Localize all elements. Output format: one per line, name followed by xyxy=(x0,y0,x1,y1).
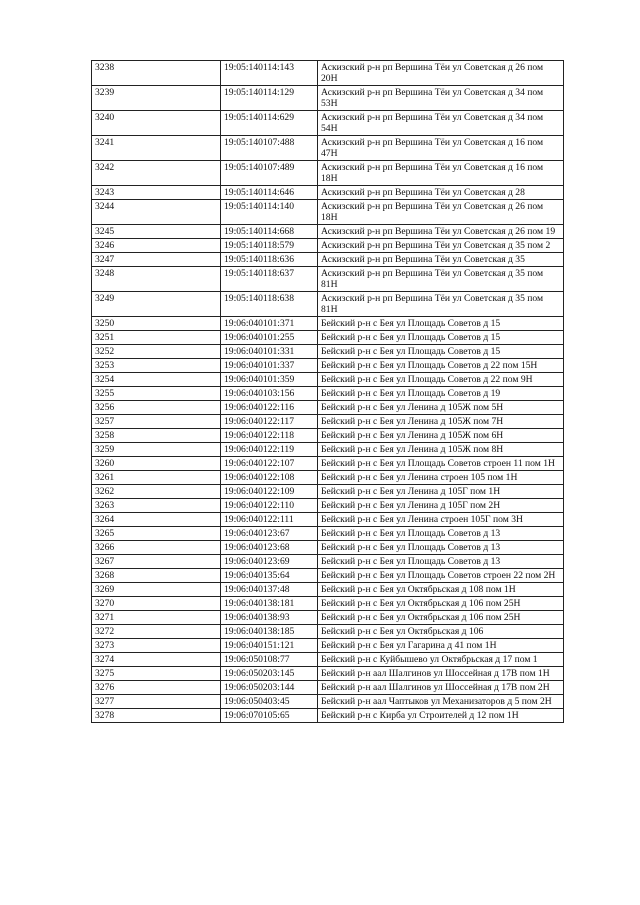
address-cell: Бейский р-н с Бея ул Гагарина д 41 пом 1Н xyxy=(318,639,564,653)
table-row xyxy=(92,597,564,611)
table-row xyxy=(92,681,564,695)
row-number-cell: 3260 xyxy=(92,457,221,471)
address-cell: Бейский р-н с Бея ул Площадь Советов д 19 xyxy=(318,387,564,401)
cadastral-number-cell: 19:05:140118:579 xyxy=(221,239,318,253)
address-cell: Бейский р-н с Бея ул Ленина строен 105Г пом 3Н xyxy=(318,513,564,527)
address-cell: Бейский р-н с Бея ул Площадь Советов д 13 xyxy=(318,527,564,541)
row-number-cell: 3275 xyxy=(92,667,221,681)
table-row xyxy=(92,61,564,86)
row-number-cell: 3253 xyxy=(92,359,221,373)
table-row xyxy=(92,653,564,667)
row-number-cell: 3257 xyxy=(92,415,221,429)
address-cell: Бейский р-н с Бея ул Октябрьская д 106 пом 25Н xyxy=(318,611,564,625)
table-row xyxy=(92,555,564,569)
cadastral-number-cell: 19:06:040122:119 xyxy=(221,443,318,457)
table-row xyxy=(92,569,564,583)
cadastral-number-cell: 19:05:140118:637 xyxy=(221,267,318,292)
cadastral-number-cell: 19:06:040122:107 xyxy=(221,457,318,471)
cadastral-number-cell: 19:06:040137:48 xyxy=(221,583,318,597)
address-cell: Бейский р-н с Кирба ул Строителей д 12 пом 1Н xyxy=(318,709,564,723)
cadastral-number-cell: 19:06:040138:93 xyxy=(221,611,318,625)
cadastral-number-cell: 19:05:140107:488 xyxy=(221,136,318,161)
cadastral-number-cell: 19:06:040135:64 xyxy=(221,569,318,583)
cadastral-number-cell: 19:06:040101:371 xyxy=(221,317,318,331)
row-number-cell: 3241 xyxy=(92,136,221,161)
table-row xyxy=(92,485,564,499)
table-row xyxy=(92,709,564,723)
table-row xyxy=(92,527,564,541)
address-cell: Аскизский р-н рп Вершина Тёи ул Советская д 34 пом 54Н xyxy=(318,111,564,136)
table-row xyxy=(92,625,564,639)
table-row xyxy=(92,639,564,653)
table-row xyxy=(92,186,564,200)
row-number-cell: 3239 xyxy=(92,86,221,111)
address-cell: Аскизский р-н рп Вершина Тёи ул Советская д 35 пом 81Н xyxy=(318,267,564,292)
address-cell: Бейский р-н с Бея ул Площадь Советов д 22 пом 9Н xyxy=(318,373,564,387)
cadastral-number-cell: 19:06:040122:108 xyxy=(221,471,318,485)
cadastral-number-cell: 19:05:140114:143 xyxy=(221,61,318,86)
row-number-cell: 3245 xyxy=(92,225,221,239)
table-row xyxy=(92,611,564,625)
address-cell: Бейский р-н с Бея ул Ленина д 105Ж пом 6Н xyxy=(318,429,564,443)
cadastral-number-cell: 19:06:040123:69 xyxy=(221,555,318,569)
row-number-cell: 3247 xyxy=(92,253,221,267)
row-number-cell: 3271 xyxy=(92,611,221,625)
address-cell: Бейский р-н с Бея ул Площадь Советов д 13 xyxy=(318,555,564,569)
row-number-cell: 3262 xyxy=(92,485,221,499)
address-cell: Бейский р-н аал Шалгинов ул Шоссейная д 17В пом 2Н xyxy=(318,681,564,695)
cadastral-number-cell: 19:06:040123:68 xyxy=(221,541,318,555)
address-cell: Бейский р-н с Бея ул Площадь Советов д 15 xyxy=(318,345,564,359)
cadastral-number-cell: 19:05:140118:638 xyxy=(221,292,318,317)
table-row xyxy=(92,136,564,161)
row-number-cell: 3270 xyxy=(92,597,221,611)
cadastral-number-cell: 19:05:140114:646 xyxy=(221,186,318,200)
cadastral-number-cell: 19:05:140107:489 xyxy=(221,161,318,186)
cadastral-number-cell: 19:06:040138:185 xyxy=(221,625,318,639)
row-number-cell: 3256 xyxy=(92,401,221,415)
table-row xyxy=(92,225,564,239)
address-cell: Аскизский р-н рп Вершина Тёи ул Советская д 34 пом 53Н xyxy=(318,86,564,111)
row-number-cell: 3264 xyxy=(92,513,221,527)
cadastral-number-cell: 19:05:140114:129 xyxy=(221,86,318,111)
row-number-cell: 3240 xyxy=(92,111,221,136)
table-row xyxy=(92,111,564,136)
row-number-cell: 3259 xyxy=(92,443,221,457)
row-number-cell: 3248 xyxy=(92,267,221,292)
address-cell: Бейский р-н с Бея ул Площадь Советов д 22 пом 15Н xyxy=(318,359,564,373)
address-cell: Бейский р-н с Бея ул Площадь Советов строен 22 пом 2Н xyxy=(318,569,564,583)
row-number-cell: 3261 xyxy=(92,471,221,485)
row-number-cell: 3266 xyxy=(92,541,221,555)
table-row xyxy=(92,387,564,401)
address-cell: Аскизский р-н рп Вершина Тёи ул Советская д 35 пом 81Н xyxy=(318,292,564,317)
cadastral-number-cell: 19:06:040101:331 xyxy=(221,345,318,359)
address-cell: Аскизский р-н рп Вершина Тёи ул Советская д 26 пом 19 xyxy=(318,225,564,239)
row-number-cell: 3274 xyxy=(92,653,221,667)
address-cell: Бейский р-н с Бея ул Ленина д 105Ж пом 5Н xyxy=(318,401,564,415)
cadastral-number-cell: 19:05:140114:140 xyxy=(221,200,318,225)
address-cell: Аскизский р-н рп Вершина Тёи ул Советская д 35 xyxy=(318,253,564,267)
table-row xyxy=(92,667,564,681)
cadastral-number-cell: 19:06:040122:118 xyxy=(221,429,318,443)
table-row xyxy=(92,415,564,429)
address-cell: Бейский р-н с Бея ул Ленина д 105Г пом 1Н xyxy=(318,485,564,499)
row-number-cell: 3273 xyxy=(92,639,221,653)
row-number-cell: 3265 xyxy=(92,527,221,541)
row-number-cell: 3258 xyxy=(92,429,221,443)
address-cell: Аскизский р-н рп Вершина Тёи ул Советская д 28 xyxy=(318,186,564,200)
table-row xyxy=(92,373,564,387)
table-row xyxy=(92,161,564,186)
table-row xyxy=(92,513,564,527)
table-row xyxy=(92,429,564,443)
table-row xyxy=(92,200,564,225)
table-row xyxy=(92,541,564,555)
cadastral-number-cell: 19:06:040101:255 xyxy=(221,331,318,345)
address-cell: Бейский р-н аал Шалгинов ул Шоссейная д 17В пом 1Н xyxy=(318,667,564,681)
table-row xyxy=(92,253,564,267)
table-row xyxy=(92,331,564,345)
address-cell: Бейский р-н аал Чаптыков ул Механизаторов д 5 пом 2Н xyxy=(318,695,564,709)
row-number-cell: 3238 xyxy=(92,61,221,86)
cadastral-number-cell: 19:06:050203:145 xyxy=(221,667,318,681)
table-row xyxy=(92,345,564,359)
address-cell: Бейский р-н с Бея ул Ленина строен 105 пом 1Н xyxy=(318,471,564,485)
row-number-cell: 3254 xyxy=(92,373,221,387)
cadastral-number-cell: 19:06:040122:116 xyxy=(221,401,318,415)
address-cell: Бейский р-н с Бея ул Октябрьская д 106 пом 25Н xyxy=(318,597,564,611)
address-cell: Бейский р-н с Куйбышево ул Октябрьская д 17 пом 1 xyxy=(318,653,564,667)
row-number-cell: 3249 xyxy=(92,292,221,317)
table-row xyxy=(92,359,564,373)
address-cell: Аскизский р-н рп Вершина Тёи ул Советская д 26 пом 18Н xyxy=(318,200,564,225)
address-cell: Бейский р-н с Бея ул Площадь Советов д 15 xyxy=(318,331,564,345)
row-number-cell: 3269 xyxy=(92,583,221,597)
row-number-cell: 3255 xyxy=(92,387,221,401)
row-number-cell: 3272 xyxy=(92,625,221,639)
row-number-cell: 3278 xyxy=(92,709,221,723)
cadastral-number-cell: 19:06:040101:337 xyxy=(221,359,318,373)
address-cell: Бейский р-н с Бея ул Площадь Советов д 15 xyxy=(318,317,564,331)
cadastral-number-cell: 19:06:040122:110 xyxy=(221,499,318,513)
row-number-cell: 3263 xyxy=(92,499,221,513)
table-row xyxy=(92,317,564,331)
table-row xyxy=(92,401,564,415)
address-cell: Бейский р-н с Бея ул Площадь Советов д 13 xyxy=(318,541,564,555)
address-cell: Аскизский р-н рп Вершина Тёи ул Советская д 16 пом 47Н xyxy=(318,136,564,161)
table-row xyxy=(92,267,564,292)
address-cell: Бейский р-н с Бея ул Ленина д 105Ж пом 7Н xyxy=(318,415,564,429)
cadastral-number-cell: 19:06:040122:117 xyxy=(221,415,318,429)
cadastral-number-cell: 19:06:050108:77 xyxy=(221,653,318,667)
address-cell: Бейский р-н с Бея ул Ленина д 105Ж пом 8Н xyxy=(318,443,564,457)
table-row xyxy=(92,583,564,597)
cadastral-number-cell: 19:06:040151:121 xyxy=(221,639,318,653)
row-number-cell: 3268 xyxy=(92,569,221,583)
address-cell: Аскизский р-н рп Вершина Тёи ул Советская д 35 пом 2 xyxy=(318,239,564,253)
cadastral-number-cell: 19:05:140114:668 xyxy=(221,225,318,239)
address-cell: Бейский р-н с Бея ул Октябрьская д 108 пом 1Н xyxy=(318,583,564,597)
row-number-cell: 3242 xyxy=(92,161,221,186)
registry-table xyxy=(91,60,564,723)
row-number-cell: 3244 xyxy=(92,200,221,225)
cadastral-number-cell: 19:06:040138:181 xyxy=(221,597,318,611)
row-number-cell: 3250 xyxy=(92,317,221,331)
table-row xyxy=(92,695,564,709)
registry-table-body xyxy=(92,61,564,723)
cadastral-number-cell: 19:05:140114:629 xyxy=(221,111,318,136)
table-row xyxy=(92,457,564,471)
address-cell: Аскизский р-н рп Вершина Тёи ул Советская д 26 пом 20Н xyxy=(318,61,564,86)
cadastral-number-cell: 19:06:040103:156 xyxy=(221,387,318,401)
row-number-cell: 3267 xyxy=(92,555,221,569)
row-number-cell: 3251 xyxy=(92,331,221,345)
cadastral-number-cell: 19:06:050203:144 xyxy=(221,681,318,695)
row-number-cell: 3276 xyxy=(92,681,221,695)
row-number-cell: 3277 xyxy=(92,695,221,709)
cadastral-number-cell: 19:06:040122:111 xyxy=(221,513,318,527)
cadastral-number-cell: 19:05:140118:636 xyxy=(221,253,318,267)
address-cell: Аскизский р-н рп Вершина Тёи ул Советская д 16 пом 18Н xyxy=(318,161,564,186)
cadastral-number-cell: 19:06:070105:65 xyxy=(221,709,318,723)
cadastral-number-cell: 19:06:040101:359 xyxy=(221,373,318,387)
table-row xyxy=(92,443,564,457)
cadastral-number-cell: 19:06:040123:67 xyxy=(221,527,318,541)
table-row xyxy=(92,499,564,513)
address-cell: Бейский р-н с Бея ул Ленина д 105Г пом 2Н xyxy=(318,499,564,513)
table-row xyxy=(92,239,564,253)
row-number-cell: 3243 xyxy=(92,186,221,200)
address-cell: Бейский р-н с Бея ул Площадь Советов строен 11 пом 1Н xyxy=(318,457,564,471)
table-row xyxy=(92,471,564,485)
address-cell: Бейский р-н с Бея ул Октябрьская д 106 xyxy=(318,625,564,639)
cadastral-number-cell: 19:06:040122:109 xyxy=(221,485,318,499)
cadastral-number-cell: 19:06:050403:45 xyxy=(221,695,318,709)
row-number-cell: 3246 xyxy=(92,239,221,253)
table-row xyxy=(92,292,564,317)
table-row xyxy=(92,86,564,111)
row-number-cell: 3252 xyxy=(92,345,221,359)
